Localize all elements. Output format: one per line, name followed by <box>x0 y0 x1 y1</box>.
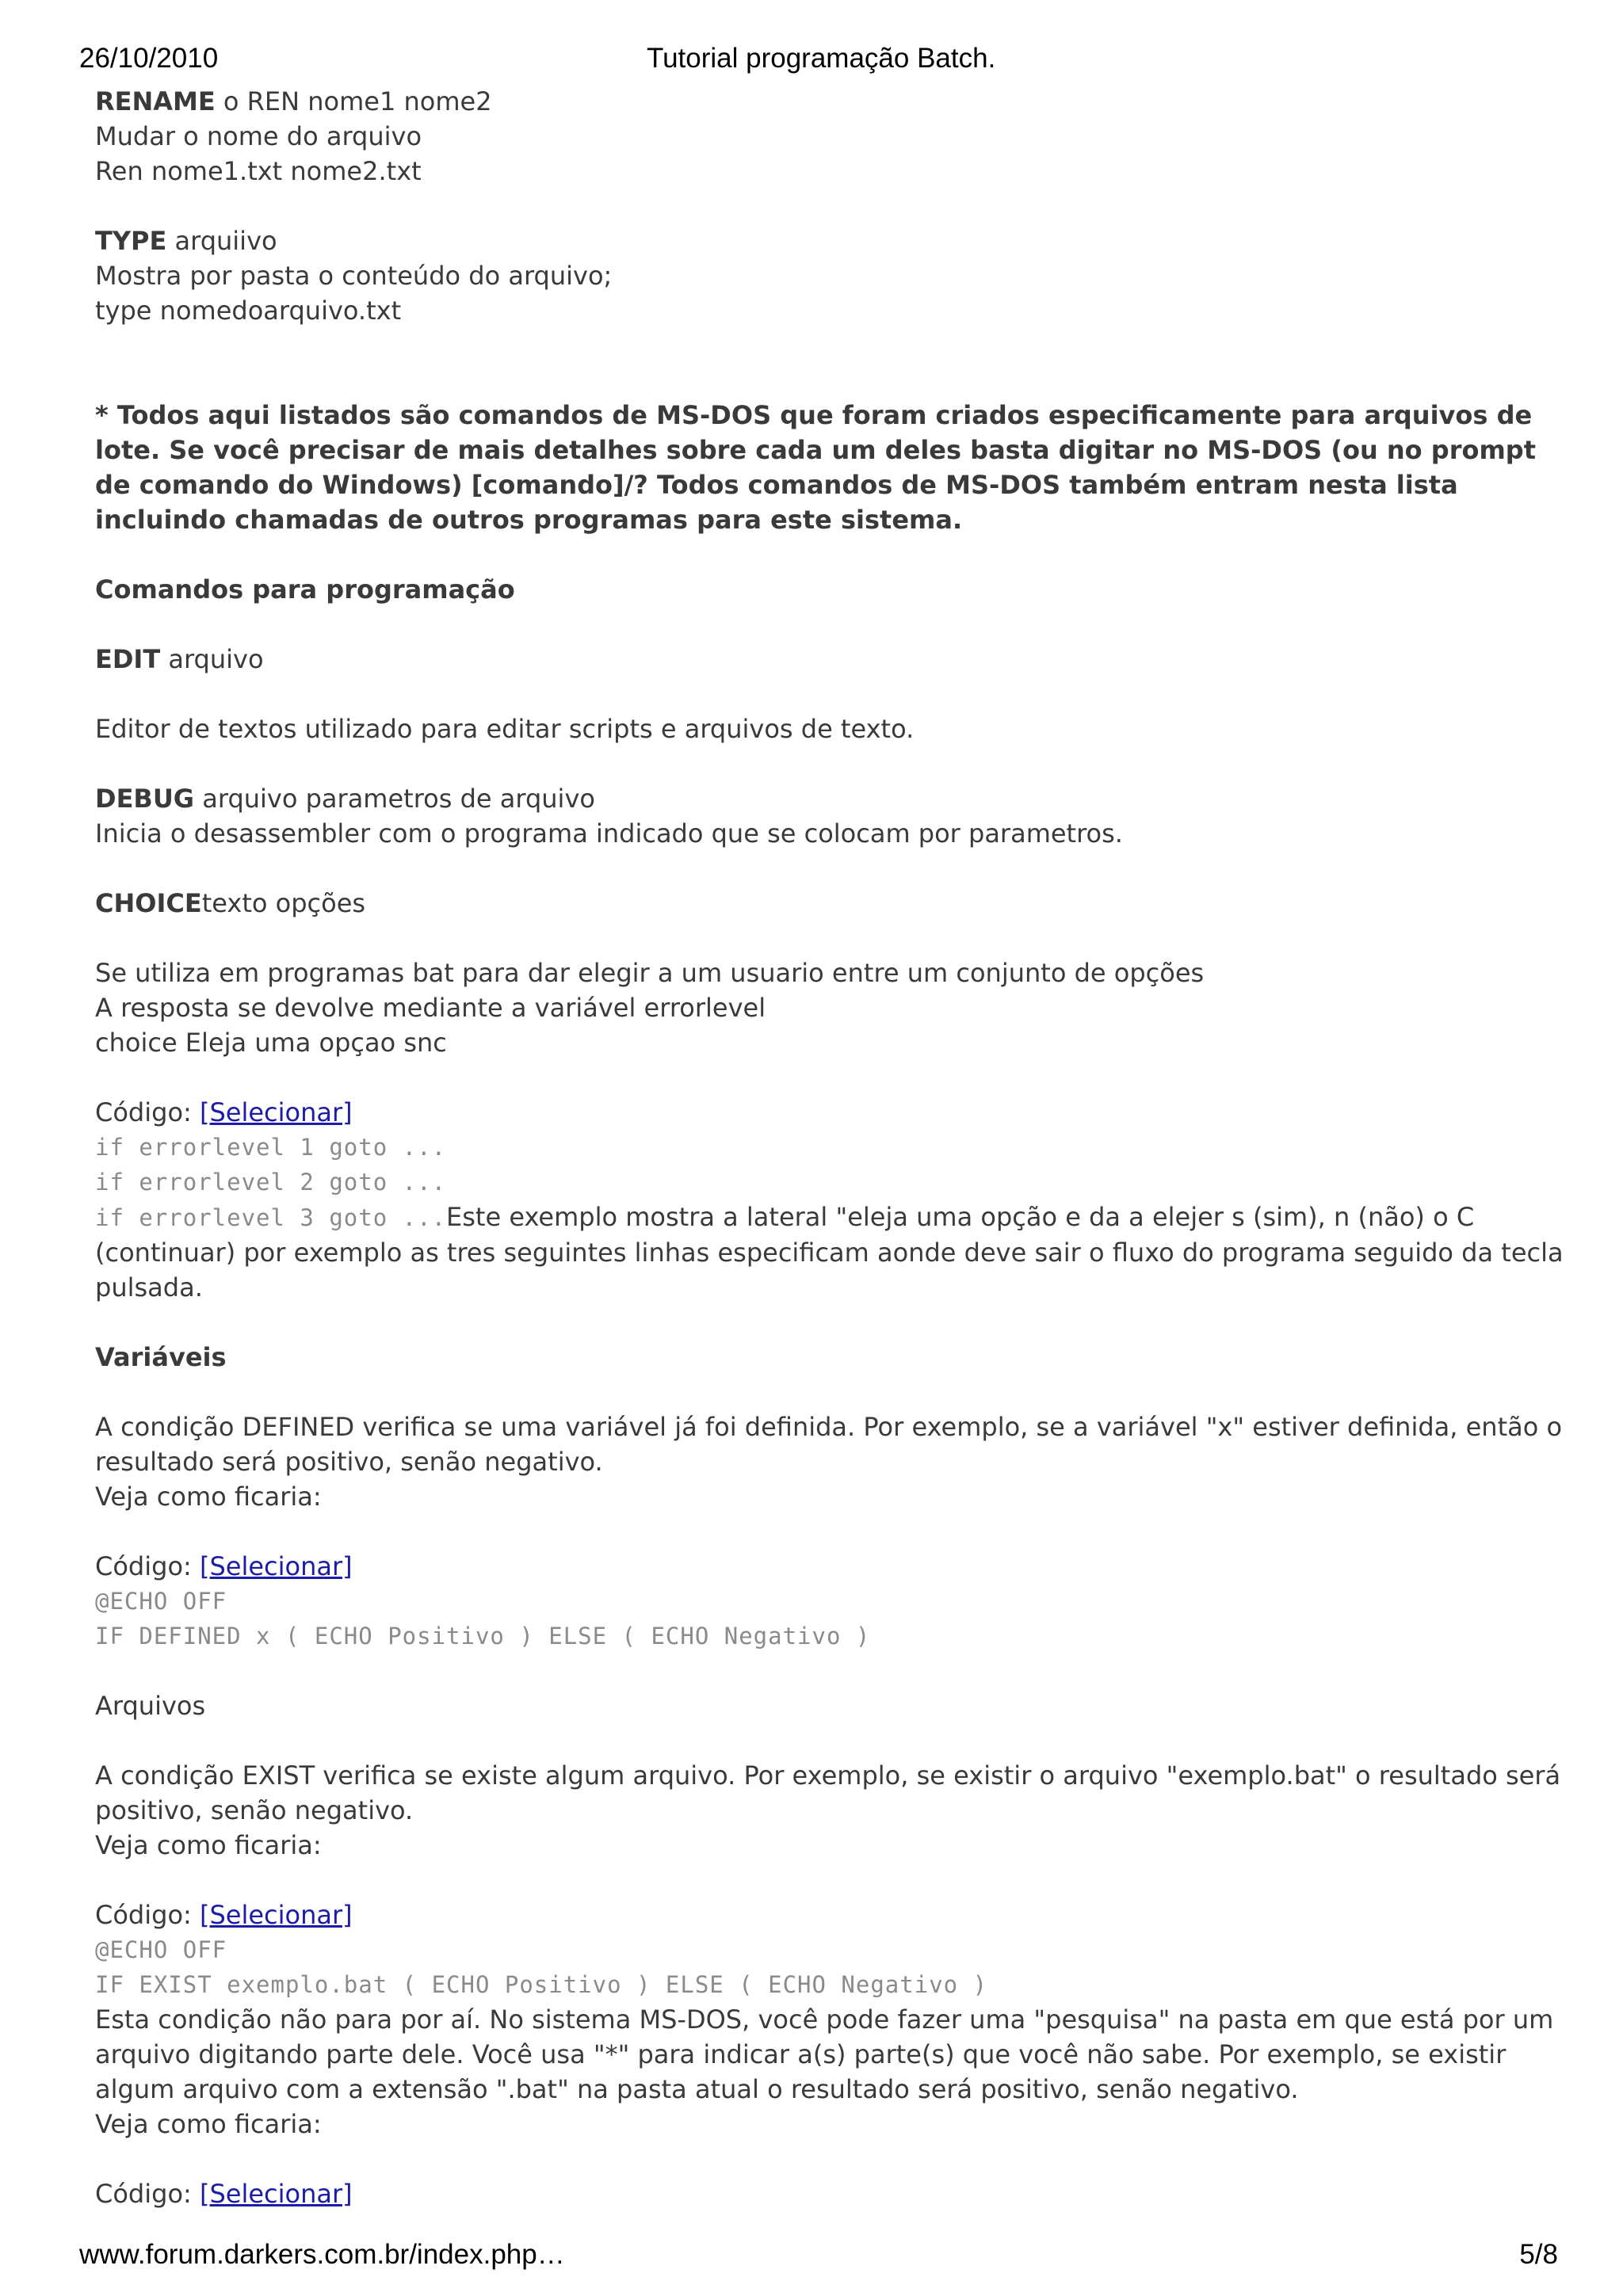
select-link[interactable]: [Selecionar] <box>199 1551 353 1581</box>
edit-syntax: arquivo <box>160 644 264 674</box>
rename-syntax: o REN nome1 nome2 <box>215 86 492 116</box>
rename-example: Ren nome1.txt nome2.txt <box>95 156 422 186</box>
choice-syntax: texto opções <box>201 888 366 918</box>
edit-cmd: EDIT <box>95 644 161 674</box>
edit-desc: Editor de textos utilizado para editar scripts e arquivos de texto. <box>95 714 915 744</box>
code-line: IF DEFINED x ( ECHO Positivo ) ELSE ( ECHO Negativo ) <box>95 1623 871 1650</box>
choice-cmd: CHOICE <box>95 888 202 918</box>
note-paragraph: * Todos aqui listados são comandos de MS-DOS que foram criados especificamente para arquivos de lote. Se você precisar de mais detalhes sobre cada um deles basta digitar no MS-DOS (ou no prompt de comando do Windows) [comando]/? Todos comandos de MS-DOS também entram nesta lista incluindo chamadas de outros programas para este sistema. <box>95 400 1536 535</box>
choice-code-label: Código: [Selecionar] <box>95 1097 353 1127</box>
variables-desc: A condição DEFINED verifica se uma variável já foi definida. Por exemplo, se a variável "x" estiver definida, então o resultado será positivo, senão negativo. <box>95 1412 1563 1477</box>
variables-see: Veja como ficaria: <box>95 1482 322 1512</box>
files-desc: A condição EXIST verifica se existe algum arquivo. Por exemplo, se existir o arquivo "exemplo.bat" o resultado será positivo, senão negativo. <box>95 1760 1561 1825</box>
type-desc: Mostra por pasta o conteúdo do arquivo; <box>95 261 613 291</box>
rename-desc: Mudar o nome do arquivo <box>95 121 422 151</box>
files-heading: Arquivos <box>95 1691 206 1721</box>
code-line: if errorlevel 2 goto ... <box>95 1169 447 1196</box>
code-line: if errorlevel 1 goto ... <box>95 1134 447 1161</box>
rename-cmd: RENAME <box>95 86 216 116</box>
debug-desc: Inicia o desassembler com o programa indicado que se colocam por parametros. <box>95 818 1123 849</box>
debug-cmd: DEBUG <box>95 784 195 814</box>
header-date: 26/10/2010 <box>79 43 219 74</box>
type-syntax: arquiivo <box>166 226 277 256</box>
debug-syntax: arquivo parametros de arquivo <box>194 784 595 814</box>
variables-heading: Variáveis <box>95 1342 227 1372</box>
edit-line <box>95 642 1569 677</box>
code-line: @ECHO OFF <box>95 1936 227 1963</box>
files-more: Esta condição não para por aí. No sistema MS-DOS, você pode fazer uma "pesquisa" na pasta em que está por um arquivo digitando parte dele. Você usa "*" para indicar a(s) parte(s) que você não sabe. Por exemplo, se existir algum arquivo com a extensão ".bat" na pasta atual o resultado será positivo, senão negativo. <box>95 2004 1554 2104</box>
programming-heading: Comandos para programação <box>95 574 515 605</box>
select-link[interactable]: [Selecionar] <box>199 1097 353 1127</box>
select-link[interactable]: [Selecionar] <box>199 1900 353 1930</box>
choice-line <box>95 886 1569 921</box>
type-example: type nomedoarquivo.txt <box>95 296 402 326</box>
files-see2: Veja como ficaria: <box>95 2109 322 2139</box>
header-title: Tutorial programação Batch. <box>647 43 996 74</box>
code-line: if errorlevel 3 goto ... <box>95 1204 447 1231</box>
code-line: IF EXIST exemplo.bat ( ECHO Positivo ) ELSE ( ECHO Negativo ) <box>95 1971 988 1998</box>
choice-explanation: if errorlevel 3 goto ...Este exemplo mostra a lateral "eleja uma opção e da a elejer s (sim), n (não) o C (continuar) por exemplo as tres seguintes linhas especificam aonde deve sair o fluxo do programa seguido da tecla pulsada. <box>95 1202 1564 1302</box>
type-cmd: TYPE <box>95 226 167 256</box>
choice-desc1: Se utiliza em programas bat para dar elegir a um usuario entre um conjunto de opções <box>95 958 1205 988</box>
files-see: Veja como ficaria: <box>95 1830 322 1860</box>
files-code-label2: Código: [Selecionar] <box>95 2179 353 2209</box>
debug-line <box>95 781 1569 816</box>
select-link[interactable]: [Selecionar] <box>199 2179 353 2209</box>
page-content <box>95 84 1569 2211</box>
footer-url: www.forum.darkers.com.br/index.php… <box>79 2239 565 2270</box>
choice-desc2: A resposta se devolve mediante a variável errorlevel <box>95 993 766 1023</box>
code-line: @ECHO OFF <box>95 1588 227 1615</box>
files-code-label: Código: [Selecionar] <box>95 1900 353 1930</box>
rename-line <box>95 84 1569 119</box>
type-line <box>95 223 1569 258</box>
variables-code-label: Código: [Selecionar] <box>95 1551 353 1581</box>
footer-page: 5/8 <box>1519 2239 1558 2270</box>
choice-desc3: choice Eleja uma opçao snc <box>95 1028 447 1058</box>
